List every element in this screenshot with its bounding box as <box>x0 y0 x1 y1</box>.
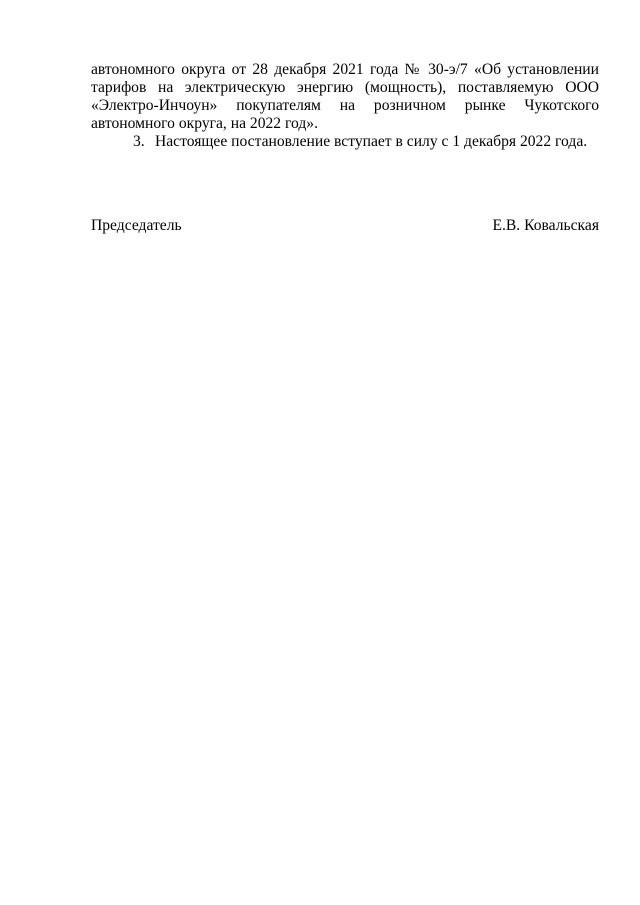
continued-paragraph: автономного округа от 28 декабря 2021 года № 30-э/7 «Об установлении тарифов на электрическую энергию (мощность), поставляемую ООО «Электро-Инчоун» покупателям на розничном рынке Чукотского автономного округа, на 2022 год». <box>91 61 599 132</box>
document-body <box>91 61 599 151</box>
clause-3-number: 3. <box>133 133 145 150</box>
signature-block <box>91 217 599 235</box>
clause-3-text: Настоящее постановление вступает в силу с 1 декабря 2022 года. <box>155 133 588 150</box>
signatory-name: Е.В. Ковальская <box>492 217 599 234</box>
signatory-title: Председатель <box>91 217 182 234</box>
clause-3 <box>91 133 599 151</box>
